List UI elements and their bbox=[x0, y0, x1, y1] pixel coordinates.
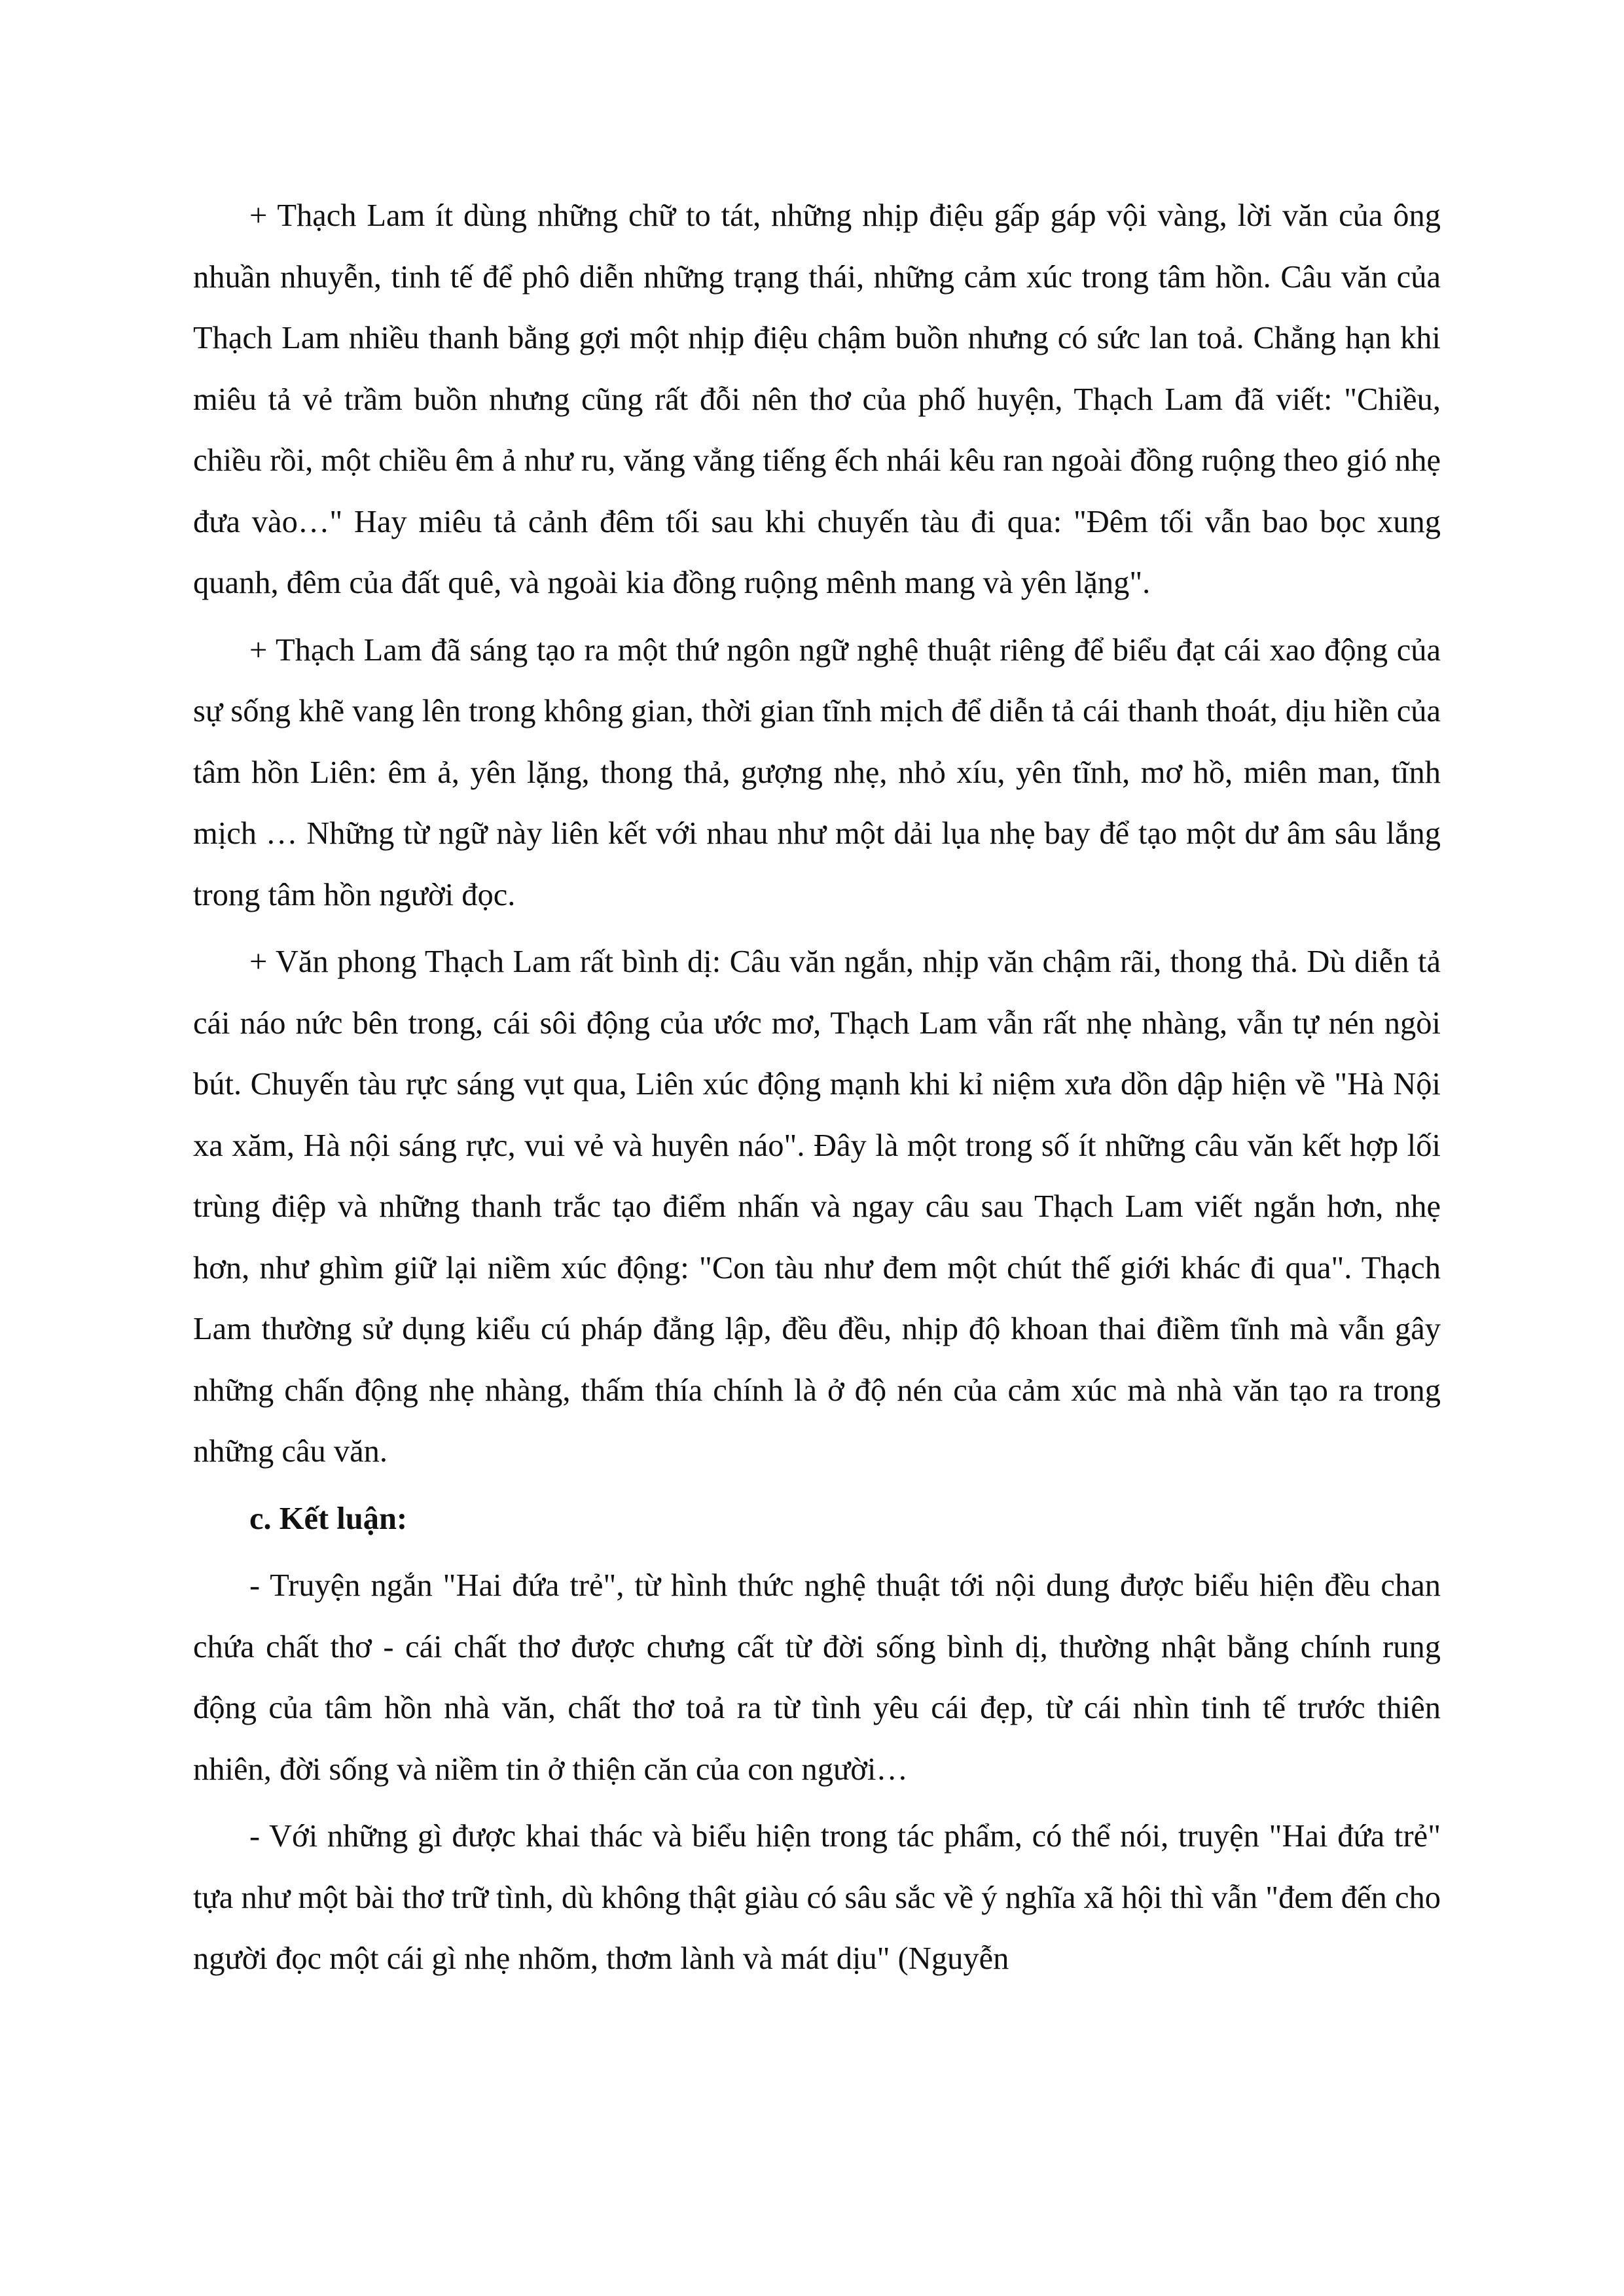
paragraph-artistic-language: + Thạch Lam đã sáng tạo ra một thứ ngôn ngữ nghệ thuật riêng để biểu đạt cái xao động của sự sống khẽ vang lên trong không gian, thời gian tĩnh mịch để diễn tả cái thanh thoát, dịu hiền của tâm hồn Liên: êm ả, yên lặng, thong thả, gượng nhẹ, nhỏ xíu, yên tĩnh, mơ hồ, miên man, tĩnh mịch … Những từ ngữ này liên kết với nhau như một dải lụa nhẹ bay để tạo một dư âm sâu lắng trong tâm hồn người đọc. bbox=[193, 632, 1441, 912]
conclusion-heading: c. Kết luận: bbox=[249, 1501, 408, 1536]
conclusion-paragraph-poetic-quality: - Truyện ngắn "Hai đứa trẻ", từ hình thức nghệ thuật tới nội dung được biểu hiện đều chan chứa chất thơ - cái chất thơ được chưng cất từ đời sống bình dị, thường nhật bằng chính rung động của tâm hồn nhà văn, chất thơ toả ra từ tình yêu cái đẹp, từ cái nhìn tinh tế trước thiên nhiên, đời sống và niềm tin ở thiện căn của con người… bbox=[193, 1568, 1441, 1787]
conclusion-paragraph-lyrical-poem: - Với những gì được khai thác và biểu hiện trong tác phẩm, có thể nói, truyện "Hai đứa trẻ" tựa như một bài thơ trữ tình, dù không thật giàu có sâu sắc về ý nghĩa xã hội thì vẫn "đem đến cho người đọc một cái gì nhẹ nhõm, thơm lành và mát dịu" (Nguyễn bbox=[193, 1819, 1441, 1976]
paragraph-writing-style: + Văn phong Thạch Lam rất bình dị: Câu văn ngắn, nhịp văn chậm rãi, thong thả. Dù diễn tả cái náo nức bên trong, cái sôi động của ước mơ, Thạch Lam vẫn rất nhẹ nhàng, vẫn tự nén ngòi bút. Chuyến tàu rực sáng vụt qua, Liên xúc động mạnh khi kỉ niệm xưa dồn dập hiện về "Hà Nội xa xăm, Hà nội sáng rực, vui vẻ và huyên náo". Đây là một trong số ít những câu văn kết hợp lối trùng điệp và những thanh trắc tạo điểm nhấn và ngay câu sau Thạch Lam viết ngắn hơn, nhẹ hơn, như ghìm giữ lại niềm xúc động: "Con tàu như đem một chút thế giới khác đi qua". Thạch Lam thường sử dụng kiểu cú pháp đẳng lập, đều đều, nhịp độ khoan thai điềm tĩnh mà vẫn gây những chấn động nhẹ nhàng, thấm thía chính là ở độ nén của cảm xúc mà nhà văn tạo ra trong những câu văn. bbox=[193, 944, 1441, 1469]
paragraph-language-rhythm: + Thạch Lam ít dùng những chữ to tát, những nhịp điệu gấp gáp vội vàng, lời văn của ông nhuần nhuyễn, tinh tế để phô diễn những trạng thái, những cảm xúc trong tâm hồn. Câu văn của Thạch Lam nhiều thanh bằng gợi một nhịp điệu chậm buồn nhưng có sức lan toả. Chẳng hạn khi miêu tả vẻ trầm buồn nhưng cũng rất đỗi nên thơ của phố huyện, Thạch Lam đã viết: "Chiều, chiều rồi, một chiều êm ả như ru, văng vẳng tiếng ếch nhái kêu ran ngoài đồng ruộng theo gió nhẹ đưa vào…" Hay miêu tả cảnh đêm tối sau khi chuyến tàu đi qua: "Đêm tối vẫn bao bọc xung quanh, đêm của đất quê, và ngoài kia đồng ruộng mênh mang và yên lặng". bbox=[193, 198, 1441, 600]
document-page bbox=[193, 185, 1441, 1996]
